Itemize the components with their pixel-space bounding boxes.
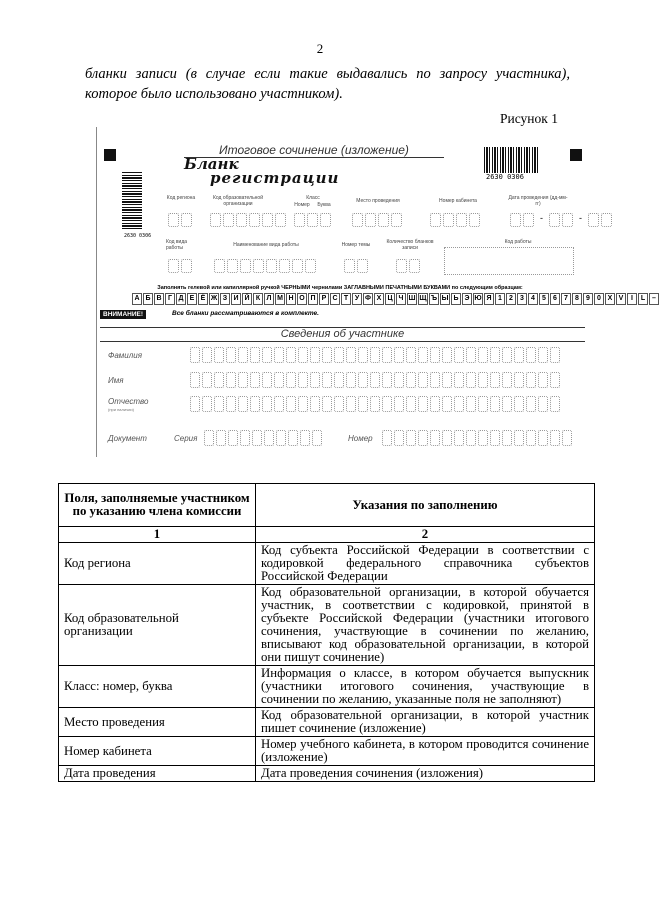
label-class-number: Номер — [294, 202, 310, 208]
sample-glyph: Б — [143, 293, 153, 305]
entry-cell[interactable] — [490, 347, 500, 363]
document-number-cells[interactable] — [382, 430, 572, 444]
name-label: Имя — [108, 376, 124, 385]
entry-cell[interactable] — [202, 396, 212, 412]
row-field: Код региона — [59, 543, 256, 585]
entry-cell[interactable] — [478, 430, 488, 446]
entry-cell[interactable] — [526, 430, 536, 446]
sample-glyph: Г — [165, 293, 175, 305]
label-theme: Номер темы — [341, 242, 371, 248]
sample-glyph: 1 — [495, 293, 505, 305]
entry-cell[interactable] — [454, 430, 464, 446]
place-cells[interactable] — [352, 213, 402, 227]
entry-cell[interactable] — [454, 396, 464, 412]
table-row — [59, 543, 595, 585]
table-header-field: Поля, заполняемые участником по указанию члена комиссии — [59, 484, 256, 527]
sample-glyph: 6 — [550, 293, 560, 305]
label-room: Номер кабинета — [439, 198, 477, 204]
entry-cell[interactable] — [310, 347, 320, 363]
patronymic-label: Отчество — [108, 397, 149, 406]
sample-glyph: Й — [242, 293, 252, 305]
entry-cell[interactable] — [514, 347, 524, 363]
entry-cell[interactable] — [298, 347, 308, 363]
sample-glyph: О — [297, 293, 307, 305]
name-cells[interactable] — [190, 372, 560, 386]
entry-cell[interactable] — [298, 396, 308, 412]
sample-glyph: Ю — [473, 293, 483, 305]
row-instruction: Код образовательной организации, в которой участник пишет сочинение (изложение) — [256, 708, 595, 737]
sample-glyph: М — [275, 293, 285, 305]
entry-cell[interactable] — [310, 396, 320, 412]
entry-cell[interactable] — [418, 396, 428, 412]
sample-glyph: Р — [319, 293, 329, 305]
entry-cell[interactable] — [334, 372, 344, 388]
entry-cell[interactable] — [250, 372, 260, 388]
entry-cell[interactable] — [358, 396, 368, 412]
form-title: Итоговое сочинение (изложение) — [184, 143, 444, 158]
number-label: Номер — [348, 434, 373, 443]
label-date: Дата проведения (дд-мм-гг) — [508, 195, 568, 207]
document-label: Документ — [108, 434, 147, 443]
form-instruction: Заполнять гелевой или капиллярной ручкой ЧЕРНЫМИ чернилами ЗАГЛАВНЫМИ ПЕЧАТНЫМИ БУКВАМИ по следующим образцам: — [157, 285, 523, 291]
theme-cells[interactable] — [344, 259, 368, 273]
row-field: Номер кабинета — [59, 737, 256, 766]
entry-cell[interactable] — [190, 372, 200, 388]
entry-cell[interactable] — [382, 372, 392, 388]
sample-glyph: Щ — [418, 293, 428, 305]
sample-glyph: I — [627, 293, 637, 305]
table-column-numbers — [59, 527, 595, 543]
entry-cell[interactable] — [276, 430, 286, 446]
entry-cell[interactable] — [550, 347, 560, 363]
patronymic-note: (при наличии) — [108, 407, 134, 412]
sheets-cells[interactable] — [396, 259, 420, 273]
sample-glyph: У — [352, 293, 362, 305]
sample-glyph: Я — [484, 293, 494, 305]
entry-cell[interactable] — [312, 430, 322, 446]
page-number: 2 — [316, 41, 324, 56]
entry-cell[interactable] — [418, 347, 428, 363]
row-instruction: Информация о классе, в котором обучается выпускник (участники итогового сочинения, участвующие в сочинении по желанию, указанные поля не заполняют) — [256, 666, 595, 708]
entry-cell[interactable] — [252, 430, 262, 446]
entry-cell[interactable] — [238, 372, 248, 388]
entry-cell[interactable] — [370, 347, 380, 363]
entry-cell[interactable] — [264, 430, 274, 446]
series-label: Серия — [174, 434, 198, 443]
sample-glyph: Ё — [198, 293, 208, 305]
entry-cell[interactable] — [394, 430, 404, 446]
entry-cell[interactable] — [394, 372, 404, 388]
sample-glyph: В — [154, 293, 164, 305]
sample-glyph: Ч — [396, 293, 406, 305]
intro-paragraph: бланки записи (в случае если такие выдавались по запросу участника), которое было использовано участником). — [85, 66, 570, 102]
table-row — [59, 766, 595, 782]
entry-cell[interactable] — [334, 396, 344, 412]
entry-cell[interactable] — [202, 372, 212, 388]
entry-cell[interactable] — [358, 347, 368, 363]
table-row — [59, 666, 595, 708]
entry-cell[interactable] — [406, 396, 416, 412]
entry-cell[interactable] — [286, 396, 296, 412]
entry-cell[interactable] — [228, 430, 238, 446]
sample-glyph: Н — [286, 293, 296, 305]
entry-cell[interactable] — [190, 347, 200, 363]
sample-glyph: V — [616, 293, 626, 305]
sample-glyph: С — [330, 293, 340, 305]
sample-glyph: 4 — [528, 293, 538, 305]
sample-glyph: Ы — [440, 293, 450, 305]
entry-cell[interactable] — [550, 372, 560, 388]
sample-glyph: Э — [462, 293, 472, 305]
row-instruction: Номер учебного кабинета, в котором проводится сочинение (изложение) — [256, 737, 595, 766]
document-series-cells[interactable] — [204, 430, 322, 444]
entry-cell[interactable] — [214, 372, 224, 388]
entry-cell[interactable] — [430, 372, 440, 388]
sample-glyph: Ф — [363, 293, 373, 305]
label-work-code: Код работы — [504, 239, 532, 245]
entry-cell[interactable] — [466, 396, 476, 412]
patronymic-cells[interactable] — [190, 396, 560, 410]
entry-cell[interactable] — [300, 430, 310, 446]
entry-cell[interactable] — [514, 372, 524, 388]
sample-glyph: X — [605, 293, 615, 305]
entry-cell[interactable] — [514, 430, 524, 446]
sample-glyph: Д — [176, 293, 186, 305]
entry-cell[interactable] — [538, 347, 548, 363]
sample-glyph: З — [220, 293, 230, 305]
org-cells[interactable] — [210, 213, 286, 227]
sample-glyph: 9 — [583, 293, 593, 305]
corner-marker-right — [570, 149, 582, 161]
entry-cell[interactable] — [286, 347, 296, 363]
entry-cell[interactable] — [358, 372, 368, 388]
entry-cell[interactable] — [226, 347, 236, 363]
sample-glyph: 3 — [517, 293, 527, 305]
entry-cell[interactable] — [322, 372, 332, 388]
form-blank-title — [184, 157, 339, 185]
entry-cell[interactable] — [274, 347, 284, 363]
entry-cell[interactable] — [454, 372, 464, 388]
work-code-box[interactable] — [444, 247, 574, 275]
entry-cell[interactable] — [346, 347, 356, 363]
entry-cell[interactable] — [394, 396, 404, 412]
sample-glyph: 2 — [506, 293, 516, 305]
sample-glyph: А — [132, 293, 142, 305]
sample-glyph: Ь — [451, 293, 461, 305]
entry-cell[interactable] — [442, 396, 452, 412]
entry-cell[interactable] — [526, 372, 536, 388]
sample-alphabet — [132, 293, 659, 305]
label-work-type: Код вида работы — [166, 239, 188, 251]
entry-cell[interactable] — [204, 430, 214, 446]
form-blank-title-line1: Бланк — [184, 155, 239, 173]
registration-form-figure — [86, 127, 656, 457]
region-cells[interactable] — [168, 213, 192, 227]
sample-glyph: Ц — [385, 293, 395, 305]
barcode-right — [484, 147, 540, 173]
row-field: Место проведения — [59, 708, 256, 737]
row-instruction: Код субъекта Российской Федерации в соответствии с кодировкой федерального справочника субъектов Российской Федерации — [256, 543, 595, 585]
entry-cell[interactable] — [262, 347, 272, 363]
entry-cell[interactable] — [238, 396, 248, 412]
entry-cell[interactable] — [322, 347, 332, 363]
column-number-1: 1 — [59, 527, 256, 543]
row-field: Класс: номер, буква — [59, 666, 256, 708]
sample-glyph: Ж — [209, 293, 219, 305]
label-org: Код образовательной организации — [212, 195, 264, 207]
entry-cell[interactable] — [226, 372, 236, 388]
sample-glyph: К — [253, 293, 263, 305]
label-class: Класс — [306, 195, 320, 201]
entry-cell[interactable] — [250, 347, 260, 363]
row-field: Дата проведения — [59, 766, 256, 782]
entry-cell[interactable] — [538, 430, 548, 446]
table-row — [59, 737, 595, 766]
entry-cell[interactable] — [526, 396, 536, 412]
entry-cell[interactable] — [538, 396, 548, 412]
label-work-name: Наименование вида работы — [233, 242, 299, 248]
label-place: Место проведения — [356, 198, 400, 204]
row-instruction: Дата проведения сочинения (изложения) — [256, 766, 595, 782]
label-sheets: Количество бланков записи — [386, 239, 434, 251]
sample-glyph: L — [638, 293, 648, 305]
entry-cell[interactable] — [430, 396, 440, 412]
attention-text: Все бланки рассматриваются в комплекте. — [172, 310, 319, 317]
entry-cell[interactable] — [502, 430, 512, 446]
room-cells[interactable] — [430, 213, 480, 227]
date-cells[interactable]: - - — [510, 213, 612, 227]
sample-glyph: 7 — [561, 293, 571, 305]
entry-cell[interactable] — [202, 347, 212, 363]
sample-glyph: П — [308, 293, 318, 305]
sample-glyph: Е — [187, 293, 197, 305]
entry-cell[interactable] — [274, 396, 284, 412]
entry-cell[interactable] — [478, 347, 488, 363]
form-left-border — [96, 127, 97, 457]
barcode-right-number: 2630 0306 — [486, 173, 524, 181]
entry-cell[interactable] — [262, 372, 272, 388]
entry-cell[interactable] — [382, 396, 392, 412]
entry-cell[interactable] — [406, 347, 416, 363]
entry-cell[interactable] — [466, 430, 476, 446]
entry-cell[interactable] — [490, 372, 500, 388]
sample-glyph: – — [649, 293, 659, 305]
sample-glyph: И — [231, 293, 241, 305]
entry-cell[interactable] — [502, 372, 512, 388]
entry-cell[interactable] — [274, 372, 284, 388]
entry-cell[interactable] — [550, 396, 560, 412]
instructions-table — [58, 483, 595, 782]
figure-label: Рисунок 1 — [500, 111, 558, 126]
table-header-row — [59, 484, 595, 527]
entry-cell[interactable] — [406, 430, 416, 446]
entry-cell[interactable] — [190, 396, 200, 412]
sample-glyph: Л — [264, 293, 274, 305]
sample-glyph: 0 — [594, 293, 604, 305]
table-header-instruction: Указания по заполнению — [256, 484, 595, 527]
entry-cell[interactable] — [418, 372, 428, 388]
attention-badge: ВНИМАНИЕ! — [100, 310, 146, 319]
entry-cell[interactable] — [442, 430, 452, 446]
entry-cell[interactable] — [430, 430, 440, 446]
barcode-left — [122, 171, 142, 229]
entry-cell[interactable] — [538, 372, 548, 388]
entry-cell[interactable] — [562, 430, 572, 446]
entry-cell[interactable] — [238, 347, 248, 363]
entry-cell[interactable] — [454, 347, 464, 363]
entry-cell[interactable] — [490, 430, 500, 446]
row-field: Код образовательной организации — [59, 585, 256, 666]
entry-cell[interactable] — [406, 372, 416, 388]
corner-marker-left — [104, 149, 116, 161]
label-region: Код региона — [166, 195, 196, 201]
work-name-cells[interactable] — [214, 259, 316, 273]
entry-cell[interactable] — [334, 347, 344, 363]
entry-cell[interactable] — [322, 396, 332, 412]
entry-cell[interactable] — [382, 347, 392, 363]
entry-cell[interactable] — [346, 396, 356, 412]
entry-cell[interactable] — [514, 396, 524, 412]
row-instruction: Код образовательной организации, в которой обучается участник, в соответствии с кодировкой, принятой в субъекте Российской Федерации (участники итогового сочинения, участвующие в сочинении по желанию, вписывают код образовательной организации, в которой они пишут сочинение) — [256, 585, 595, 666]
entry-cell[interactable] — [250, 396, 260, 412]
entry-cell[interactable] — [346, 372, 356, 388]
entry-cell[interactable] — [442, 347, 452, 363]
form-blank-title-line2: регистрации — [210, 169, 340, 187]
entry-cell[interactable] — [216, 430, 226, 446]
class-cells[interactable] — [294, 213, 331, 227]
entry-cell[interactable] — [214, 396, 224, 412]
entry-cell[interactable] — [370, 396, 380, 412]
sample-glyph: Ш — [407, 293, 417, 305]
entry-cell[interactable] — [490, 396, 500, 412]
sample-glyph: 8 — [572, 293, 582, 305]
entry-cell[interactable] — [526, 347, 536, 363]
entry-cell[interactable] — [394, 347, 404, 363]
entry-cell[interactable] — [442, 372, 452, 388]
entry-cell[interactable] — [382, 430, 392, 446]
entry-cell[interactable] — [310, 372, 320, 388]
work-type-cells[interactable] — [168, 259, 192, 273]
entry-cell[interactable] — [226, 396, 236, 412]
entry-cell[interactable] — [214, 347, 224, 363]
sample-glyph: Ъ — [429, 293, 439, 305]
entry-cell[interactable] — [502, 347, 512, 363]
entry-cell[interactable] — [478, 372, 488, 388]
entry-cell[interactable] — [240, 430, 250, 446]
entry-cell[interactable] — [298, 372, 308, 388]
section-title: Сведения об участнике — [100, 327, 585, 342]
surname-cells[interactable] — [190, 347, 560, 361]
surname-label: Фамилия — [108, 351, 142, 360]
entry-cell[interactable] — [430, 347, 440, 363]
entry-cell[interactable] — [502, 396, 512, 412]
entry-cell[interactable] — [550, 430, 560, 446]
table-row — [59, 585, 595, 666]
entry-cell[interactable] — [262, 396, 272, 412]
entry-cell[interactable] — [370, 372, 380, 388]
sample-glyph: 5 — [539, 293, 549, 305]
entry-cell[interactable] — [418, 430, 428, 446]
column-number-2: 2 — [256, 527, 595, 543]
entry-cell[interactable] — [466, 372, 476, 388]
entry-cell[interactable] — [478, 396, 488, 412]
sample-glyph: Т — [341, 293, 351, 305]
entry-cell[interactable] — [288, 430, 298, 446]
entry-cell[interactable] — [466, 347, 476, 363]
sample-glyph: Х — [374, 293, 384, 305]
label-class-letter: Буква — [317, 202, 331, 208]
barcode-left-number: 2630 0306 — [124, 233, 152, 239]
table-row — [59, 708, 595, 737]
entry-cell[interactable] — [286, 372, 296, 388]
